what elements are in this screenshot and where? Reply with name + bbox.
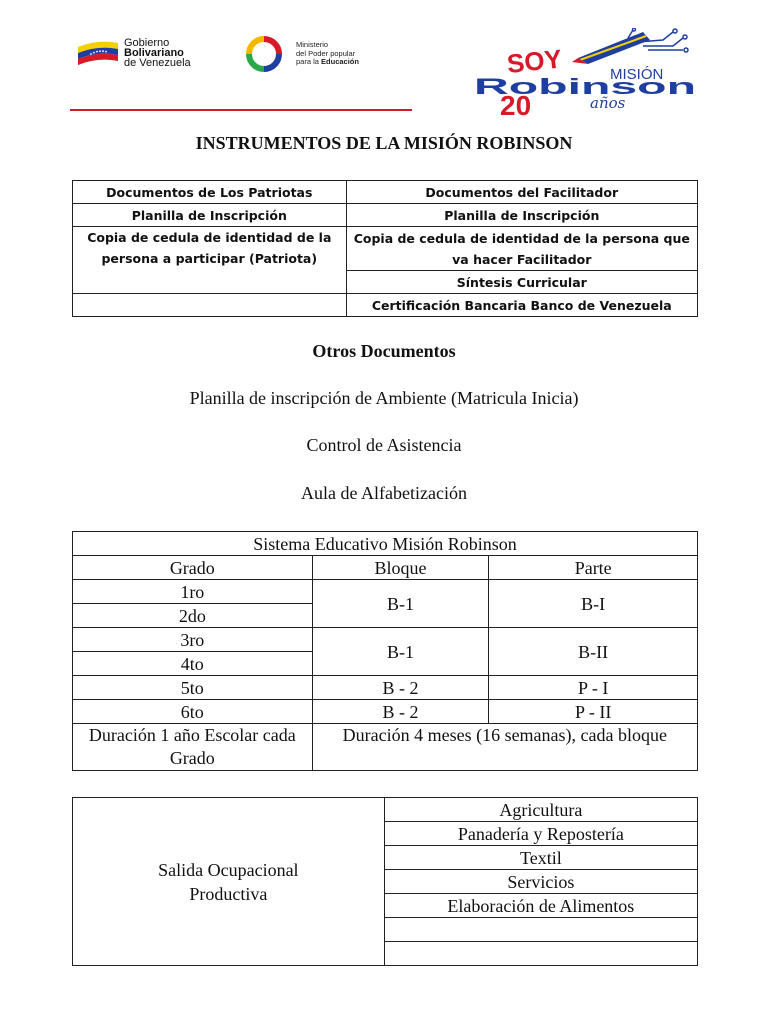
otros-item: Aula de Alfabetización: [301, 483, 467, 503]
grade-cell: 4to: [73, 652, 313, 676]
header-facilitador: Documentos del Facilitador: [346, 181, 697, 204]
facilitador-cedula: Copia de cedula de identidad de la persona que va hacer Facilitador: [346, 227, 697, 271]
block-cell: B - 2: [312, 676, 489, 700]
header-divider: [70, 109, 412, 111]
header-patriotas: Documentos de Los Patriotas: [73, 181, 347, 204]
otros-documentos-title: Otros Documentos: [312, 341, 456, 361]
grade-cell: 6to: [73, 700, 313, 724]
patriota-planilla: Planilla de Inscripción: [73, 204, 347, 227]
part-cell: P - II: [489, 700, 698, 724]
gov-line2: Bolivariano: [124, 47, 184, 59]
salida-item-empty: [384, 918, 697, 942]
venezuela-flag-icon: [76, 38, 120, 68]
col-bloque: Bloque: [312, 556, 489, 580]
min-line3b: Educación: [321, 57, 359, 67]
facilitador-certificacion: Certificación Bancaria Banco de Venezuela: [346, 294, 697, 317]
document-title: INSTRUMENTOS DE LA MISIÓN ROBINSON: [195, 133, 573, 153]
block-cell: B-1: [312, 628, 489, 676]
part-cell: B-I: [489, 580, 698, 628]
salida-item: Elaboración de Alimentos: [384, 894, 697, 918]
salida-item: Servicios: [384, 870, 697, 894]
salida-item-empty: [384, 942, 697, 966]
min-line3a: para la: [296, 57, 322, 67]
pencil-circuit-icon: [572, 28, 688, 64]
col-grado: Grado: [73, 556, 313, 580]
otros-item: Planilla de inscripción de Ambiente (Matricula Inicia): [189, 388, 579, 408]
min-line2: del Poder popular: [296, 48, 356, 58]
header: [0, 0, 768, 125]
otros-item: Control de Asistencia: [306, 435, 462, 455]
anos-text: años: [590, 94, 626, 112]
ministerio-educacion-logo: [238, 36, 359, 72]
facilitador-planilla: Planilla de Inscripción: [346, 204, 697, 227]
grade-cell: 1ro: [73, 580, 313, 604]
grade-cell: 5to: [73, 676, 313, 700]
salida-item: Textil: [384, 846, 697, 870]
soy-mision-robinson-logo: [468, 28, 700, 116]
salida-item: Agricultura: [384, 798, 697, 822]
duracion-grado: Duración 1 año Escolar cada Grado: [73, 724, 313, 771]
grade-cell: 2do: [73, 604, 313, 628]
col-parte: Parte: [489, 556, 698, 580]
patriota-cedula: Copia de cedula de identidad de la persona a participar (Patriota): [73, 227, 347, 294]
part-cell: P - I: [489, 676, 698, 700]
gobierno-bolivariano-logo: [76, 38, 191, 68]
duracion-bloque: Duración 4 meses (16 semanas), cada bloque: [312, 724, 697, 771]
facilitador-sintesis: Síntesis Curricular: [346, 271, 697, 294]
min-line1: Ministerio: [296, 40, 329, 50]
ministerio-ring-icon: [238, 36, 290, 72]
mision-text: MISIÓN: [610, 66, 664, 83]
twenty-text: 20: [500, 90, 532, 116]
salida-label: Salida Ocupacional Productiva: [73, 798, 385, 966]
salida-ocupacional-table: [72, 797, 698, 966]
salida-item: Panadería y Repostería: [384, 822, 697, 846]
documents-table: [72, 180, 698, 317]
part-cell: B-II: [489, 628, 698, 676]
block-cell: B - 2: [312, 700, 489, 724]
sistema-title: Sistema Educativo Misión Robinson: [73, 532, 698, 556]
patriota-empty-cell: [73, 294, 347, 317]
gov-line3: de Venezuela: [124, 57, 191, 69]
block-cell: B-1: [312, 580, 489, 628]
grade-cell: 3ro: [73, 628, 313, 652]
soy-text: SOY: [505, 43, 564, 79]
sistema-educativo-table: [72, 531, 698, 771]
robinson-text: Robinson: [474, 74, 696, 99]
gov-line1: Gobierno: [124, 37, 170, 49]
